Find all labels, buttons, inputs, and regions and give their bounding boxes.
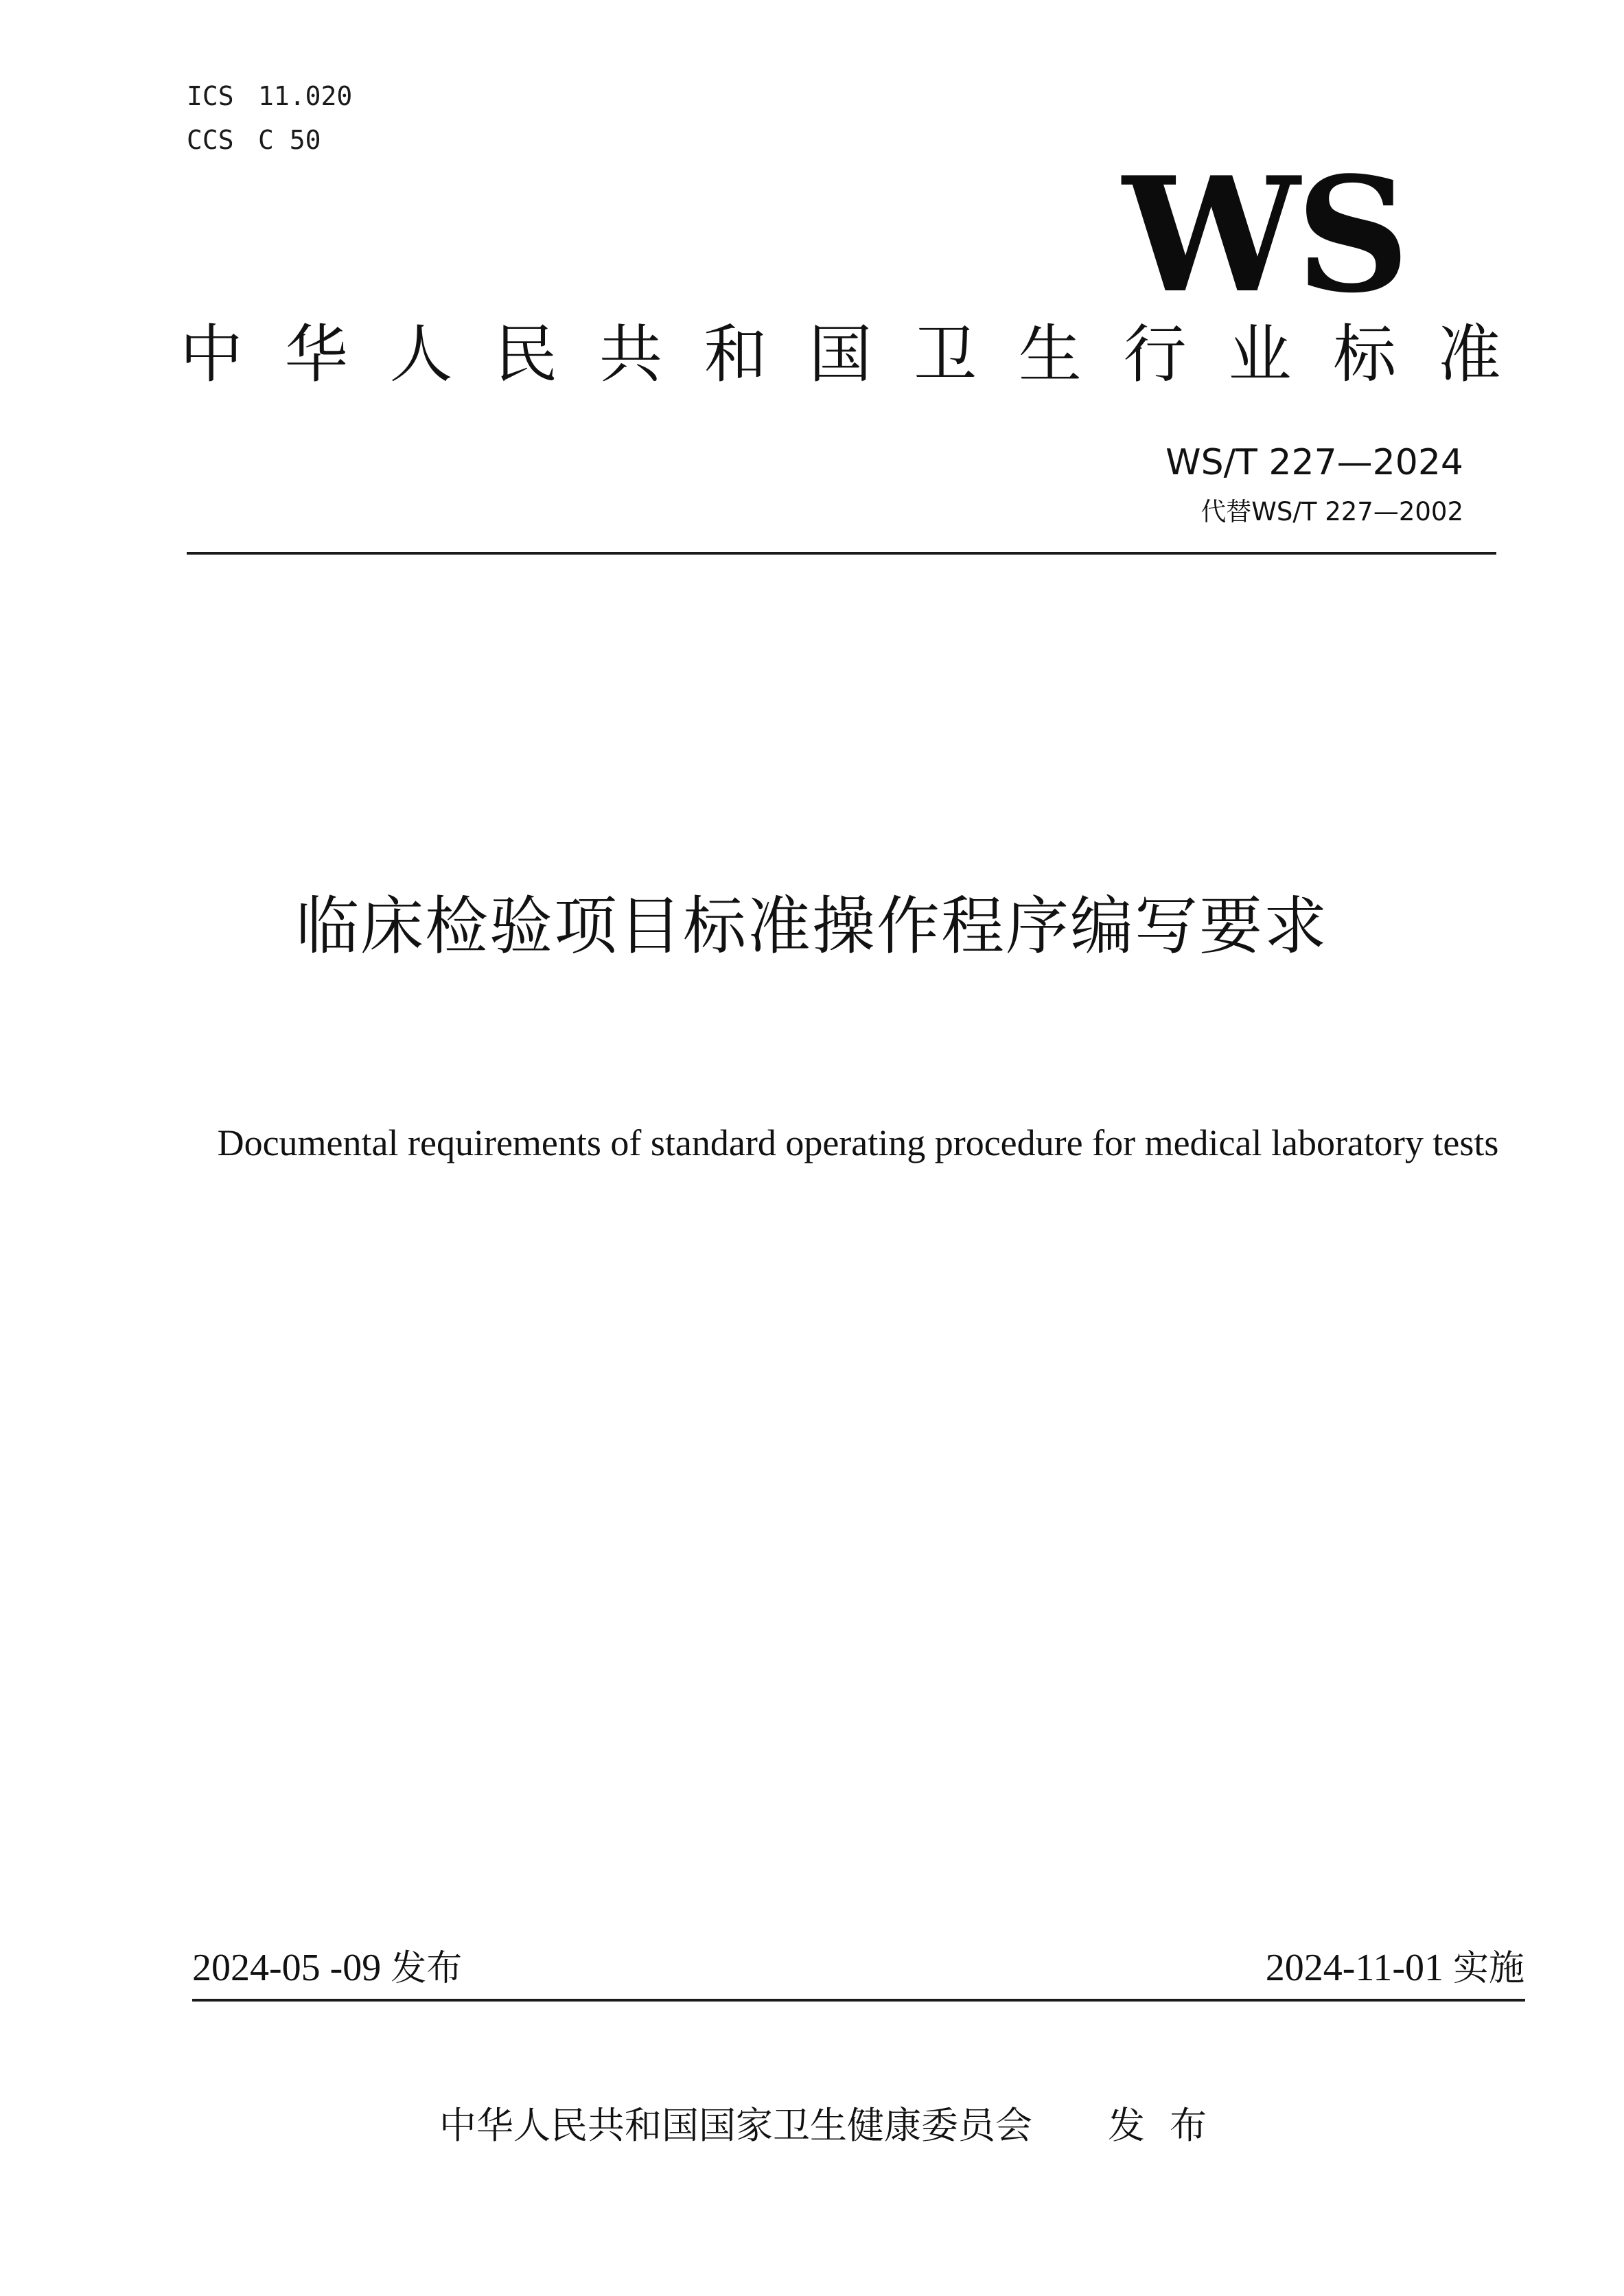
ccs-code [187, 118, 352, 162]
implement-label: 实施 [1452, 1948, 1524, 1989]
top-divider [187, 552, 1496, 555]
issuer-line [439, 2102, 1231, 2150]
publish-date-line [192, 1944, 462, 1993]
document-title-english: Documental requirements of standard operating procedure for medical laboratory tests [217, 1122, 1499, 1163]
replaces-standard: 代替WS/T 227—2002 [1200, 497, 1463, 526]
ccs-value: C 50 [258, 125, 321, 155]
standard-type-char: 共 [599, 318, 662, 391]
standard-type-heading [180, 317, 1501, 393]
ics-value: 11.020 [258, 81, 353, 111]
standard-type-char: 标 [1333, 318, 1397, 391]
standard-type-char: 和 [704, 318, 767, 391]
document-title-chinese: 临床检验项目标准操作程序编写要求 [295, 890, 1328, 963]
ics-label: ICS [187, 81, 234, 111]
publish-label: 发布 [391, 1948, 463, 1989]
standard-type-char: 国 [809, 318, 872, 391]
ics-code [187, 74, 352, 118]
standard-type-char: 民 [494, 318, 558, 391]
issuer-name: 中华人民共和国国家卫生健康委员会 [439, 2104, 1032, 2147]
ccs-label: CCS [187, 125, 234, 155]
standard-type-char: 业 [1228, 318, 1292, 391]
standard-type-char: 中 [180, 318, 244, 391]
standard-number: WS/T 227—2024 [1165, 442, 1463, 483]
standard-type-char: 准 [1437, 318, 1501, 391]
ws-logo: WS [1122, 143, 1406, 328]
classification-codes [187, 74, 352, 162]
standard-type-char: 生 [1018, 318, 1082, 391]
implement-date: 2024-11-01 [1265, 1947, 1443, 1989]
issuer-action: 发布 [1108, 2104, 1231, 2147]
bottom-divider [192, 1999, 1525, 2002]
implement-date-line [1266, 1944, 1524, 1993]
standard-type-char: 人 [389, 318, 453, 391]
standard-type-char: 行 [1123, 318, 1187, 391]
standard-type-char: 卫 [914, 318, 977, 391]
publish-date: 2024-05 -09 [192, 1947, 382, 1989]
standard-type-char: 华 [284, 318, 348, 391]
